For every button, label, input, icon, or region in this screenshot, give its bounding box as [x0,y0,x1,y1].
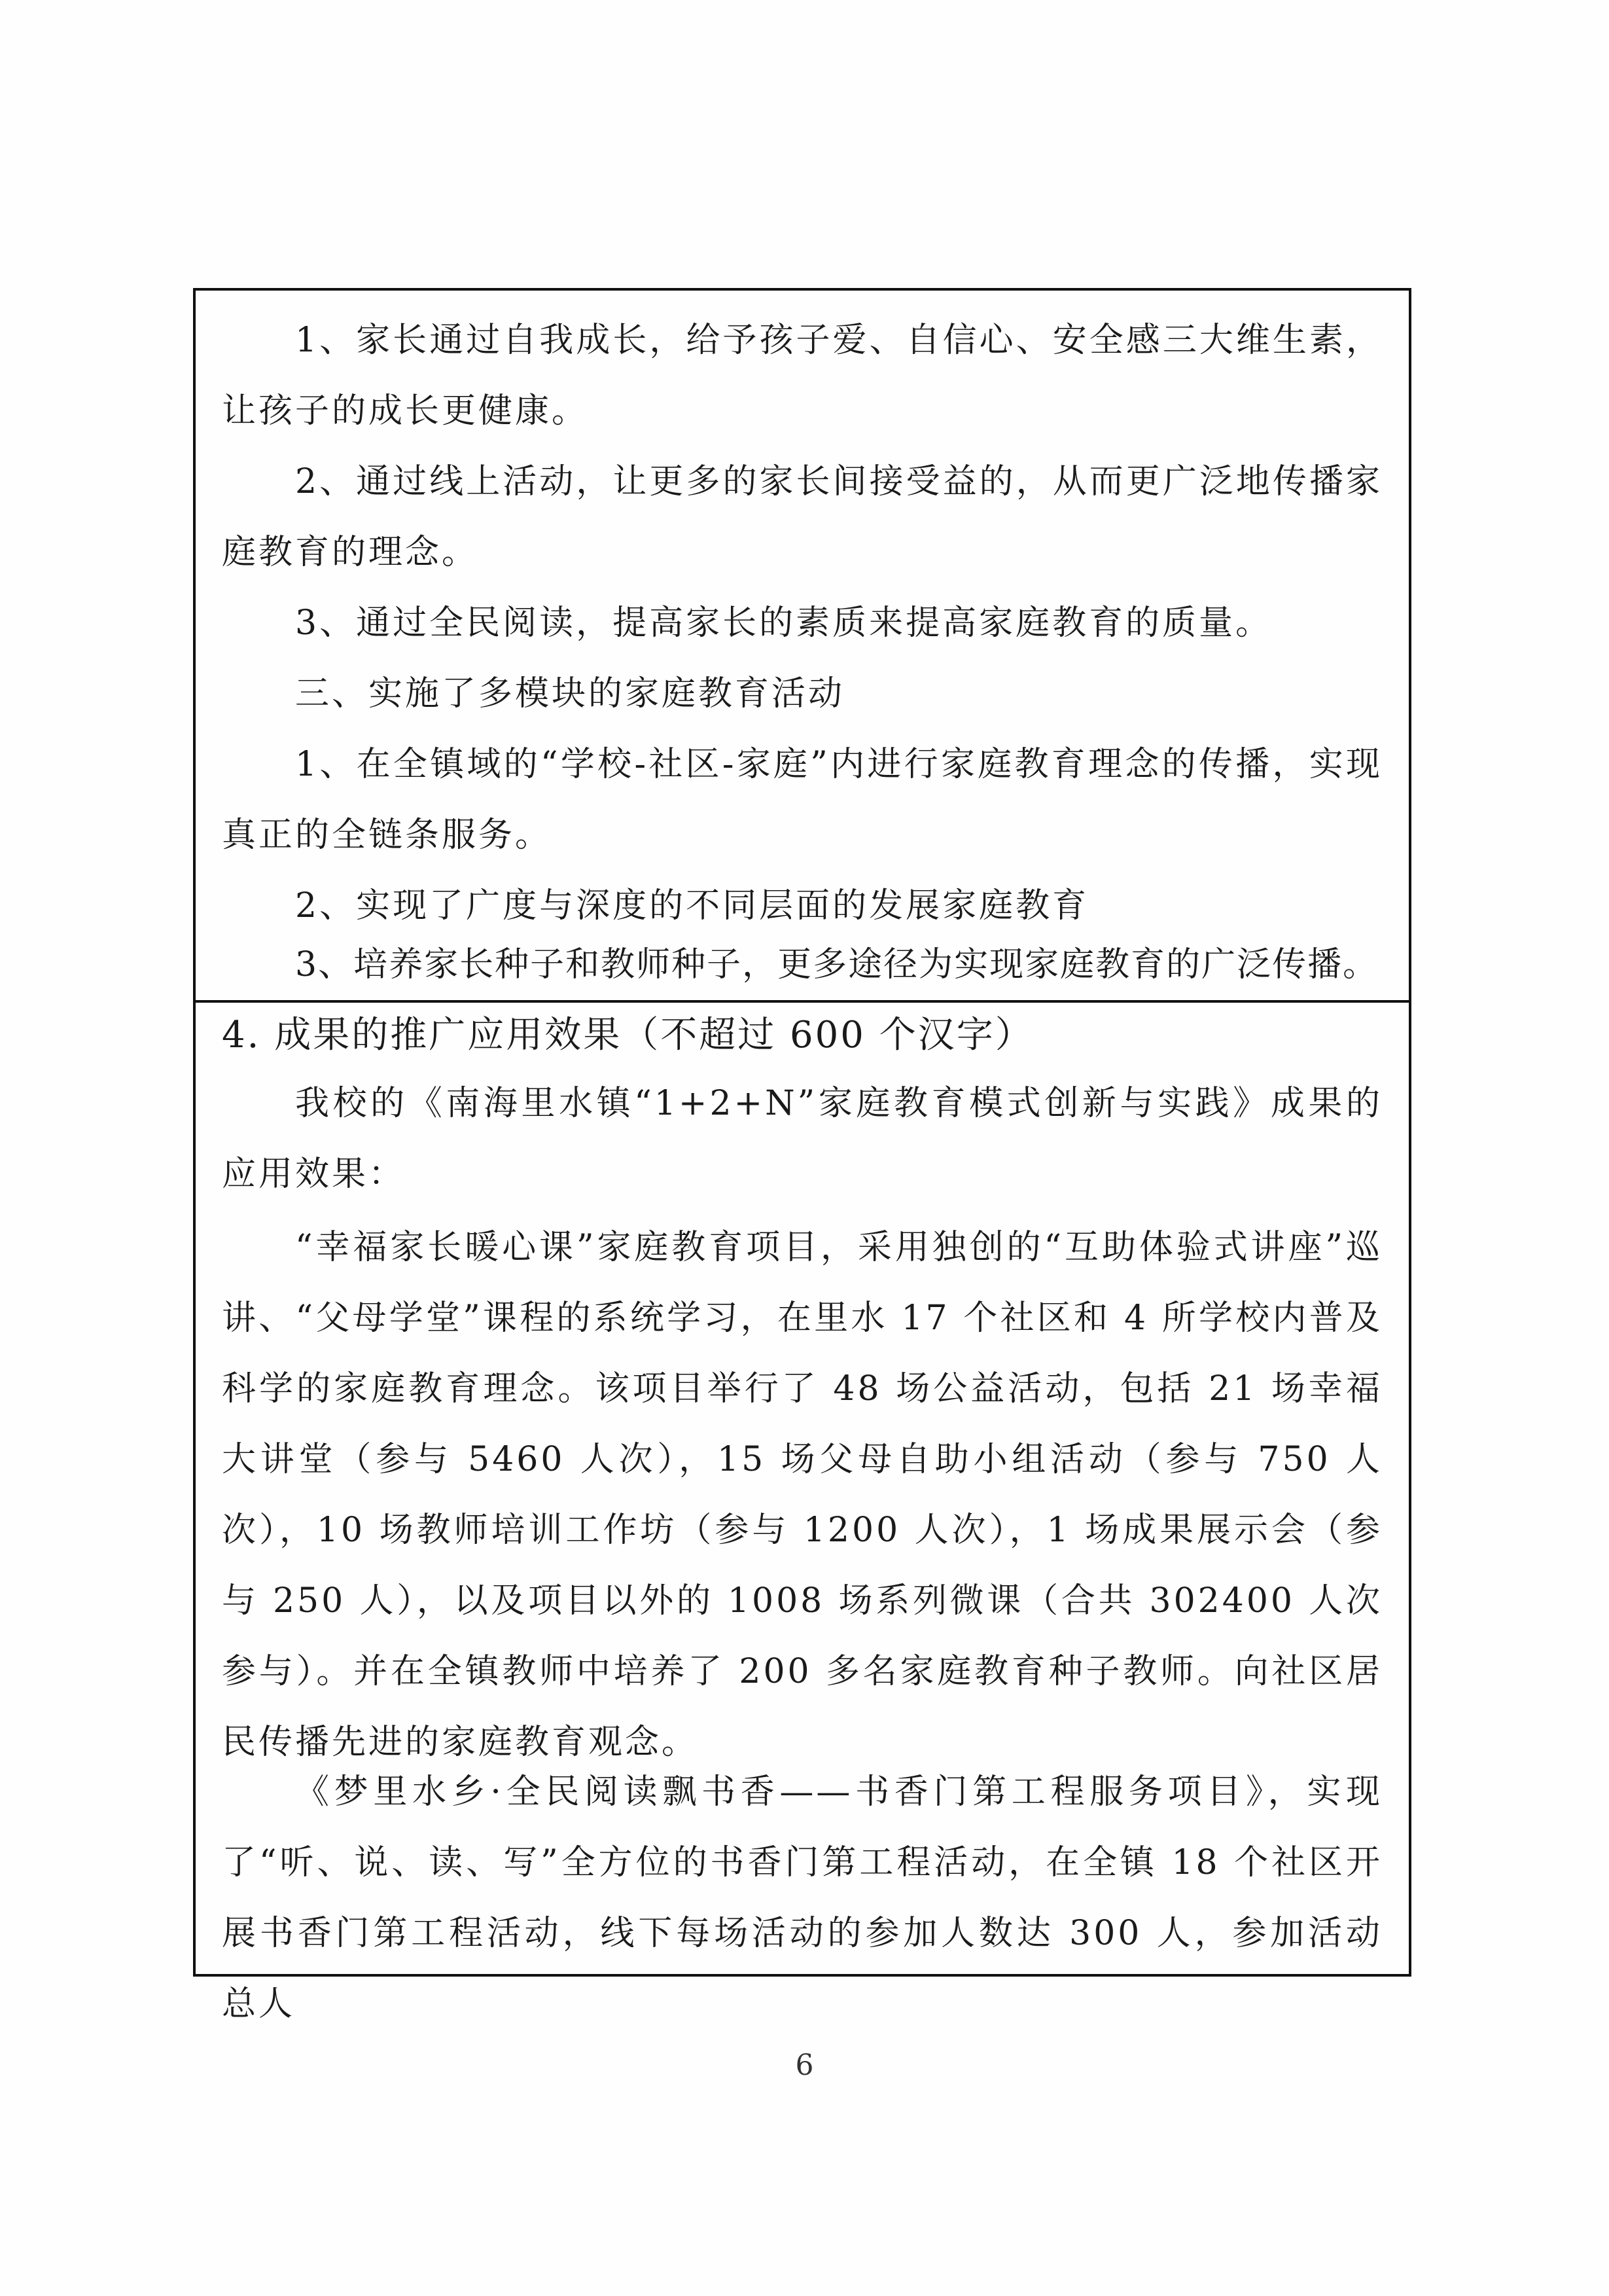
table-cell-outcomes [196,291,1409,1003]
paragraph-national-reading: 3、通过全民阅读，提高家长的素质来提高家庭教育的质量。 [295,603,1273,643]
paragraph-reading-project: 《梦里水乡·全民阅读飘书香——书香门第工程服务项目》，实现了“听、说、读、写”全方位的书香门第工程活动，在全镇 18 个社区开展书香门第工程活动，线下每场活动的参加人数达 300 人，参加活动总人 [222,1772,1383,2024]
table-cell-promotion-effects [196,1003,1409,2024]
paragraph-parent-growth: 1、家长通过自我成长，给予孩子爱、自信心、安全感三大维生素，让孩子的成长更健康。 [222,321,1383,431]
subheading-multi-module: 三、实施了多模块的家庭教育活动 [295,674,845,713]
paragraph-achievement-intro: 我校的《南海里水镇“1+2+N”家庭教育模式创新与实践》成果的应用效果： [222,1084,1383,1194]
content-table [193,288,1411,2024]
paragraph-seed-training: 3、培养家长种子和教师种子，更多途径为实现家庭教育的广泛传播。 [295,945,1379,984]
section-heading-promotion: 4. 成果的推广应用效果（不超过 600 个汉字） [222,1014,1034,1056]
paragraph-breadth-depth: 2、实现了广度与深度的不同层面的发展家庭教育 [295,886,1089,925]
page-number: 6 [795,2049,814,2082]
paragraph-online-activities: 2、通过线上活动，让更多的家长间接受益的，从而更广泛地传播家庭教育的理念。 [222,462,1383,572]
paragraph-school-community-family: 1、在全镇域的“学校-社区-家庭”内进行家庭教育理念的传播，实现真正的全链条服务。 [222,745,1383,855]
paragraph-happy-parents-project: “幸福家长暖心课”家庭教育项目，采用独创的“互助体验式讲座”巡讲、“父母学堂”课程的系统学习，在里水 17 个社区和 4 所学校内普及科学的家庭教育理念。该项目举行了 48 场公益活动，包括 21 场幸福大讲堂（参与 5460 人次），15 场父母自助小组活动（参与 750 人次），10 场教师培训工作坊（参与 1200 人次），1 场成果展示会（参与 250 人），以及项目以外的 1008 场系列微课（合共 302400 人次参与）。并在全镇教师中培养了 200 多名家庭教育种子教师。向社区居民传播先进的家庭教育观念。 [222,1228,1383,1762]
